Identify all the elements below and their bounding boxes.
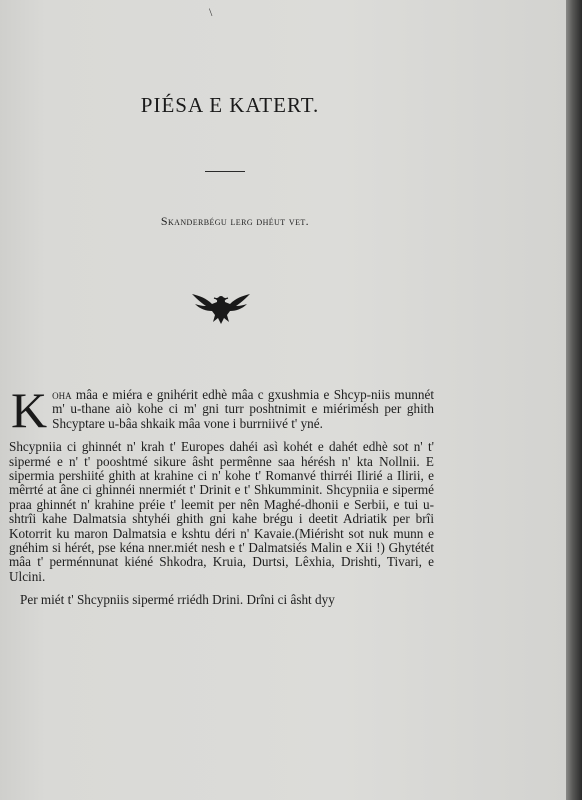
body-text: [9, 382, 434, 617]
paragraph: [9, 382, 434, 438]
book-spine-edge: [566, 0, 582, 800]
paragraph: Shcypniia ci ghinnét n' krah t' Europes dahéi asì kohét e dahét edhè sot n' t' sipermé e n' t' pooshtmé sikure âsht permênne saa hérésh n' kta Nollnii. E sipermia pershiité ghith at krahine ci n' kohe t' Romanvé thirréi Ilirié a Ilirii, e mêrrté at âne ci ghinnéi nnermiét t' Drinit e t' Shkumminit. Shcypniia e sipermé praa ghinnét n' krahine préie t' leemit per nên Maghé-dhonii e Serbii, e tui u-shtrîi kahe Dalmatsia shtyhéi ghith gni kahe brégu i deetit Adriatik per brîi Kotorrit ku maron Dalmatsia e kshtu déri n' Kavaie.(Miérisht sot nuk munn e gnéhim si hérét, pse kéna nner.miét nesh e t' Dalmatsiés Malin e Xii !) Ghytétét mâa t' perménnunat kiéné Shkodra, Kruia, Durtsi, Lêxhia, Drishti, Tivari, e Ulcini.: [9, 439, 434, 584]
paragraph: Per miét t' Shcypniis sipermé rriédh Drini. Drîni ci âsht dyy: [20, 592, 335, 608]
margin-mark: \: [209, 5, 213, 19]
paragraph-text: mâa e miéra e gnihérit edhè mâa c gxushmia e Shcyp-niis munnét m' u-thane aiò kohe ci m' gni turr poshtnimit e miérimésh per ghith Shcyptare u-bâa shkaik mâa vone i burrniivé t' yné.: [52, 387, 434, 431]
title-rule: [205, 171, 245, 172]
drop-cap: K: [11, 382, 48, 438]
lead-in: oha: [52, 387, 72, 402]
eagle-ornament-icon: [190, 288, 252, 326]
section-subtitle: Skanderbégu lerg dhéut vet.: [160, 214, 310, 228]
chapter-title: PIÉSA E KATERT.: [140, 93, 320, 117]
